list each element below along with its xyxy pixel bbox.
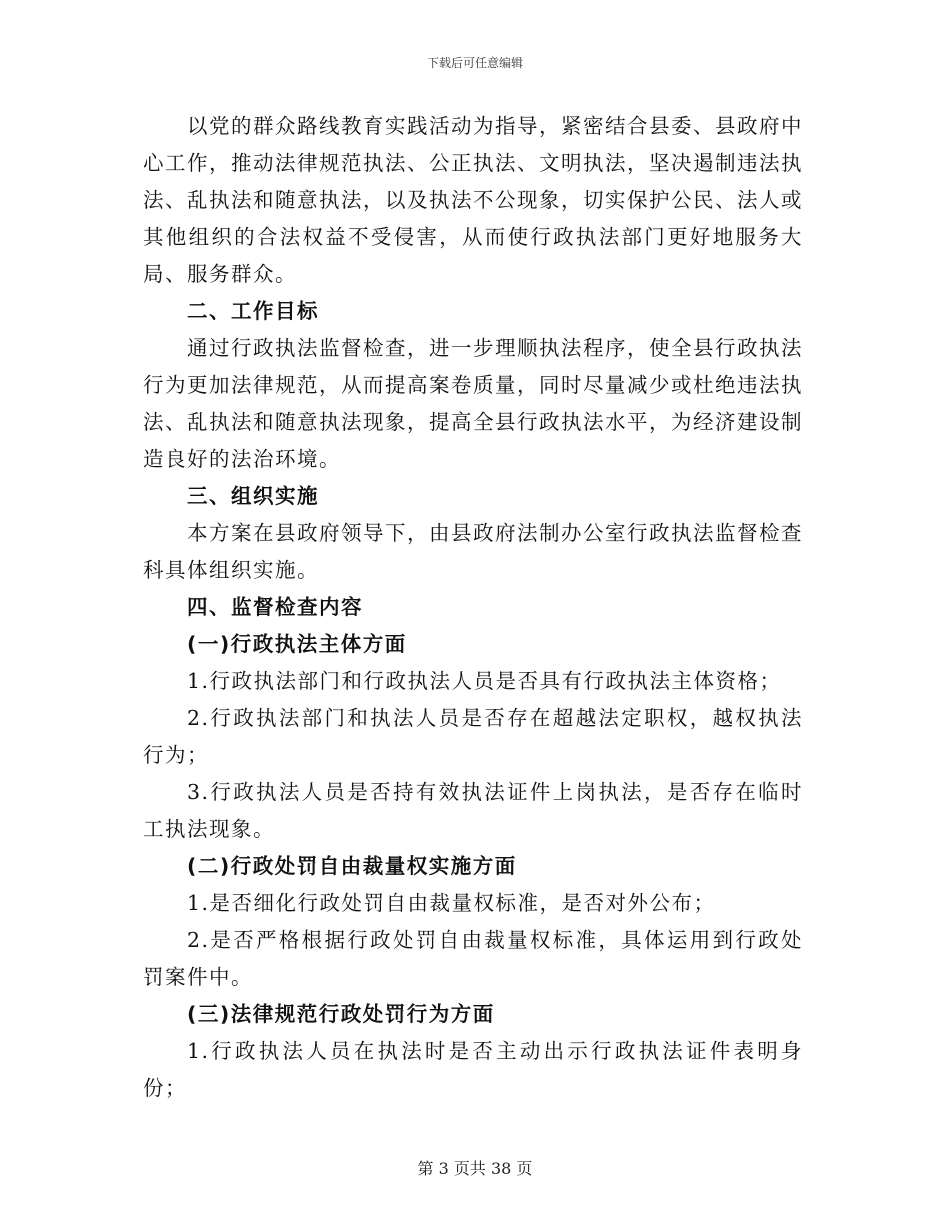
- list-item: 1.行政执法部门和行政执法人员是否具有行政执法主体资格；: [187, 669, 782, 693]
- list-item: 1.是否细化行政处罚自由裁量权标准，是否对外公布；: [187, 891, 716, 915]
- subsection-heading: (三)法律规范行政处罚行为方面: [187, 1002, 495, 1026]
- list-item: 3.行政执法人员是否持有效执法证件上岗执法，是否存在临时工执法现象。: [143, 780, 803, 841]
- subsection-heading: (二)行政处罚自由裁量权实施方面: [187, 854, 517, 878]
- section-heading: 三、组织实施: [187, 484, 319, 508]
- page-header: 下载后可任意编辑: [426, 56, 523, 70]
- body-paragraph: 通过行政执法监督检查，进一步理顺执法程序，使全县行政执法行为更加法律规范，从而提高案卷质量，同时尽量减少或杜绝违法执法、乱执法和随意执法现象，提高全县行政执法水平，为经济建设制造良好的法治环境。: [143, 336, 803, 471]
- section-heading: 二、工作目标: [187, 299, 319, 323]
- document-body: [143, 108, 803, 1107]
- body-paragraph: 以党的群众路线教育实践活动为指导，紧密结合县委、县政府中心工作，推动法律规范执法、公正执法、文明执法，坚决遏制违法执法、乱执法和随意执法，以及执法不公现象，切实保护公民、法人或其他组织的合法权益不受侵害，从而使行政执法部门更好地服务大局、服务群众。: [143, 114, 803, 286]
- list-item: 1.行政执法人员在执法时是否主动出示行政执法证件表明身份；: [143, 1039, 803, 1100]
- subsection-heading: (一)行政执法主体方面: [187, 632, 407, 656]
- list-item: 2.行政执法部门和执法人员是否存在超越法定职权，越权执法行为；: [143, 706, 803, 767]
- body-paragraph: 本方案在县政府领导下，由县政府法制办公室行政执法监督检查科具体组织实施。: [143, 521, 803, 582]
- list-item: 2.是否严格根据行政处罚自由裁量权标准，具体运用到行政处罚案件中。: [143, 928, 803, 989]
- section-heading: 四、监督检查内容: [187, 595, 363, 619]
- page-footer: 第 3 页共 38 页: [417, 1159, 533, 1178]
